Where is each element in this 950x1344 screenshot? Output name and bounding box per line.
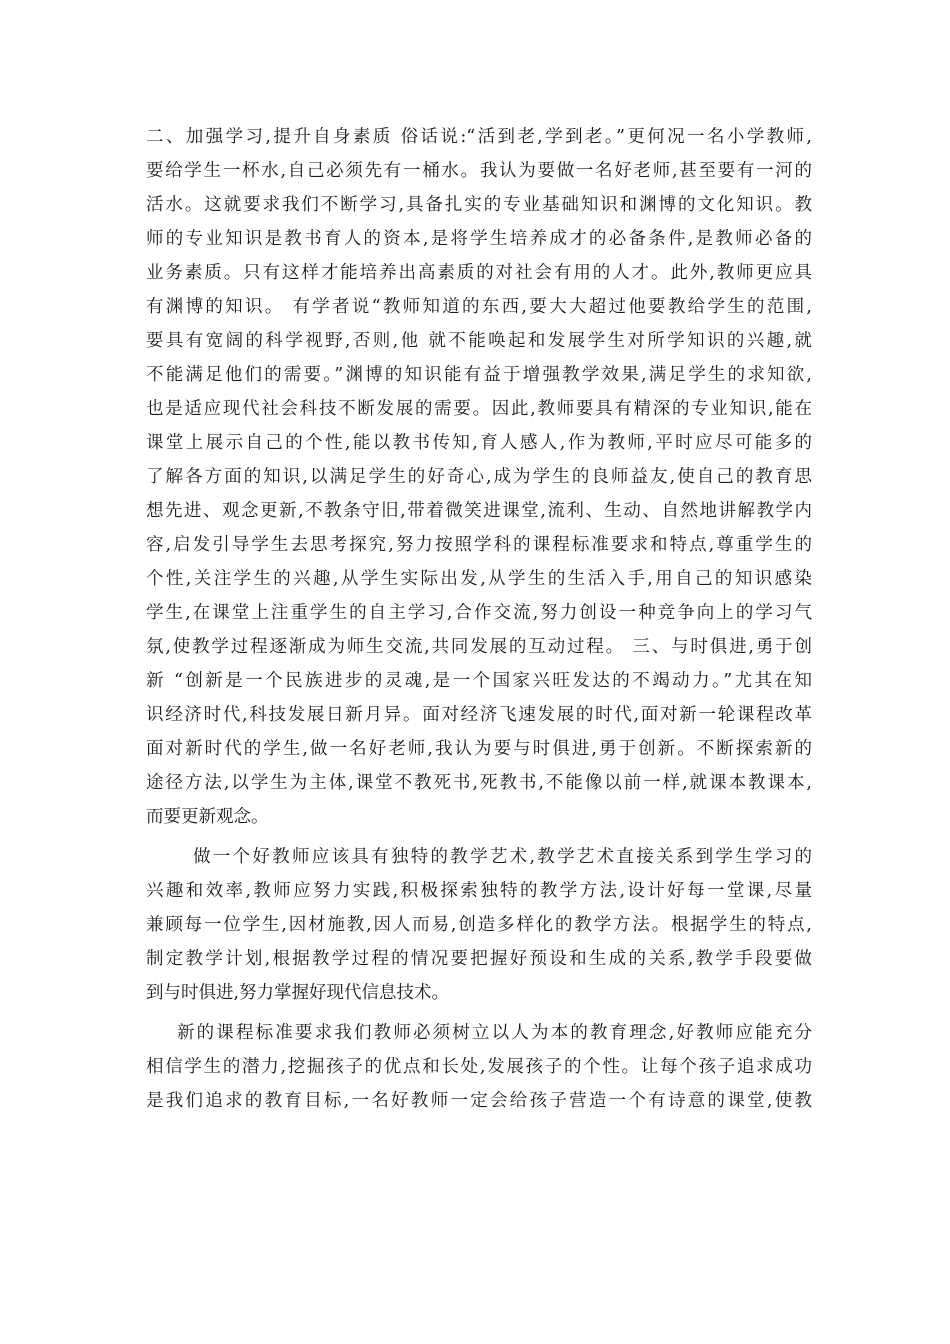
text-line: 活水。这就要求我们不断学习,具备扎实的专业基础知识和渊博的文化知识。教 bbox=[146, 195, 812, 215]
text-line: 新的课程标准要求我们教师必须树立以人为本的教育理念,好教师应能充分 bbox=[146, 1023, 812, 1043]
text-line: 途径方法,以学生为主体,课堂不教死书,死教书,不能像以前一样,就课本教课本, bbox=[146, 773, 812, 793]
text-line: 要具有宽阔的科学视野,否则,他 就不能唤起和发展学生对所学知识的兴趣,就 bbox=[146, 331, 812, 351]
text-line: 做一个好教师应该具有独特的教学艺术,教学艺术直接关系到学生学习的 bbox=[146, 847, 812, 867]
text-line: 课堂上展示自己的个性,能以教书传知,育人感人,作为教师,平时应尽可能多的 bbox=[146, 433, 812, 453]
text-line: 想先进、观念更新,不教条守旧,带着微笑进课堂,流利、生动、自然地讲解教学内 bbox=[146, 501, 812, 521]
text-line: 制定教学计划,根据教学过程的情况要把握好预设和生成的关系,教学手段要做 bbox=[146, 949, 812, 969]
document-body bbox=[146, 120, 812, 1124]
text-line: 面对新时代的学生,做一名好老师,我认为要与时俱进,勇于创新。不断探索新的 bbox=[146, 739, 812, 759]
text-line: 新 “创新是一个民族进步的灵魂,是一个国家兴旺发达的不竭动力。”尤其在知 bbox=[146, 671, 812, 691]
text-line: 了解各方面的知识,以满足学生的好奇心,成为学生的良师益友,使自己的教育思 bbox=[146, 467, 812, 487]
text-line: 有渊博的知识。 有学者说“教师知道的东西,要大大超过他要教给学生的范围, bbox=[146, 297, 812, 317]
text-line: 不能满足他们的需要。”渊博的知识能有益于增强教学效果,满足学生的求知欲, bbox=[146, 365, 812, 385]
text-line: 师的专业知识是教书育人的资本,是将学生培养成才的必备条件,是教师必备的 bbox=[146, 229, 812, 249]
text-line: 个性,关注学生的兴趣,从学生实际出发,从学生的生活入手,用自己的知识感染 bbox=[146, 569, 812, 589]
text-line: 是我们追求的教育目标,一名好教师一定会给孩子营造一个有诗意的课堂,使教 bbox=[146, 1091, 812, 1111]
text-line: 二、加强学习,提升自身素质 俗话说:“活到老,学到老。”更何况一名小学教师, bbox=[146, 127, 812, 147]
text-line: 容,启发引导学生去思考探究,努力按照学科的课程标准要求和特点,尊重学生的 bbox=[146, 535, 812, 555]
text-line: 识经济时代,科技发展日新月异。面对经济飞速发展的时代,面对新一轮课程改革 bbox=[146, 705, 812, 725]
text-line: 学生,在课堂上注重学生的自主学习,合作交流,努力创设一种竞争向上的学习气 bbox=[146, 603, 812, 623]
paragraph-2 bbox=[146, 840, 812, 1010]
text-line: 兴趣和效率,教师应努力实践,积极探索独特的教学方法,设计好每一堂课,尽量 bbox=[146, 881, 812, 901]
text-line: 也是适应现代社会科技不断发展的需要。因此,教师要具有精深的专业知识,能在 bbox=[146, 399, 812, 419]
text-line: 业务素质。只有这样才能培养出高素质的对社会有用的人才。此外,教师更应具 bbox=[146, 263, 812, 283]
paragraph-1 bbox=[146, 120, 812, 834]
text-line: 相信学生的潜力,挖掘孩子的优点和长处,发展孩子的个性。让每个孩子追求成功 bbox=[146, 1057, 812, 1077]
text-line: 氛,使教学过程逐渐成为师生交流,共同发展的互动过程。 三、与时俱进,勇于创 bbox=[146, 637, 812, 657]
text-line: 到与时俱进,努力掌握好现代信息技术。 bbox=[146, 983, 450, 1003]
text-line: 而要更新观念。 bbox=[146, 807, 269, 827]
paragraph-3 bbox=[146, 1016, 812, 1118]
text-line: 兼顾每一位学生,因材施教,因人而易,创造多样化的教学方法。根据学生的特点, bbox=[146, 915, 812, 935]
text-line: 要给学生一杯水,自己必须先有一桶水。我认为要做一名好老师,甚至要有一河的 bbox=[146, 161, 812, 181]
